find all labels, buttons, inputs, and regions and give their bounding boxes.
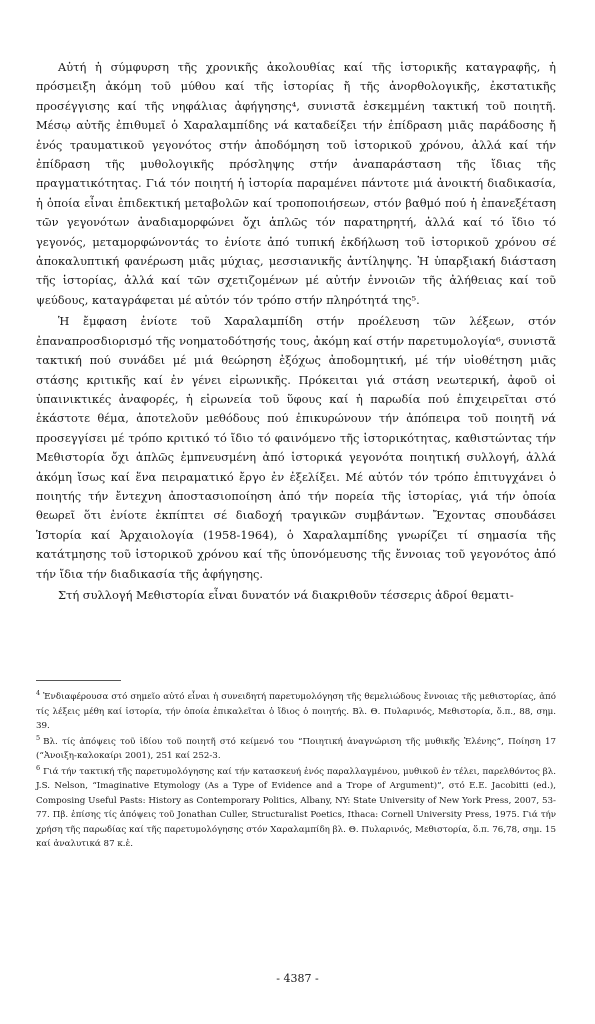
footnote-marker: 6 xyxy=(36,763,41,772)
footnote-divider xyxy=(36,680,121,681)
footnote-text: Βλ. τίς ἀπόψεις τοῦ ἰδίου τοῦ ποιητῆ στό κείμενό του “Ποιητική ἀναγνώριση τῆς μυθικῆς Ἑλένης”, Ποίηση 17 (“Ἀνοιξη-καλοκαίρι 2001), 251 καί 252-3. xyxy=(36,736,556,761)
paragraph-2: Ἡ ἔμφαση ἐνίοτε τοῦ Χαραλαμπίδη στήν προέλευση τῶν λέξεων, στόν ἐπαναπροσδιορισμό τῆς νοηματοδότησής τους, ἀκόμη καί στήν παρετυμολογία⁶, συνιστᾶ τακτική πού συνάδει μέ μιά θεώρηση ἐξόχως ἀποδομητική, μέ τήν υἱοθέτηση μιᾶς στάσης κριτικῆς καί ἐν γένει εἰρωνικῆς. Πρόκειται γιά στάση νεωτερική, ἀφοῦ οἱ ὑπαινικτικές ἀναφορές, ἡ εἰρωνεία τοῦ ὕφους καί ἡ παρωδία πού ἐπιχειρεῖται στό ἑκάστοτε θέμα, ἀποτελοῦν μεθόδους πού ἐπικυρώνουν τήν ἀπόπειρα τοῦ ποιητῆ νά προσεγγίσει μέ τρόπο κριτικό τό ἴδιο τό φαινόμενο τῆς ἱστορικότητας, καθιστώντας τήν Μεθιστορία ὄχι ἁπλῶς ἐμπνευσμένη ἀπό ἱστορικά γεγονότα ποιητική συλλογή, ἀλλά ἀκόμη ἴσως καί ἕνα πειραματικό ἔργο ἐν ἐξελίξει. Μέ αὐτόν τόν τρόπο ἐπιτυγχάνει ὁ ποιητής τήν ἔντεχνη ἀποστασιοποίηση ἀπό τήν πορεία τῆς ἱστορίας, γιά τήν ὁποία θεωρεῖ ὅτι ἐνίοτε ἐκπίπτει σέ διαδοχή τραγικῶν συμβάντων. Ἔχοντας σπουδάσει Ἱστορία καί Ἀρχαιολογία (1958-1964), ὁ Χαραλαμπίδης γνωρίζει τί σημασία τῆς κατάτμησης τοῦ ἱστορικοῦ χρόνου καί τῆς ὑπονόμευσης τῆς ἔννοιας τοῦ γεγονότος ἀπό τήν ἴδια τήν διαδικασία τῆς ἀφήγησης. xyxy=(36,314,556,581)
paragraph-1: Αὐτή ἡ σύμφυρση τῆς χρονικῆς ἀκολουθίας καί τῆς ἱστορικῆς καταγραφῆς, ἡ πρόσμειξη ἀκόμη τοῦ μύθου καί τῆς ἱστορίας ἤ τῆς ἀνορθολογικῆς, ἐκστατικῆς προσέγγισης καί τῆς νηφάλιας ἀφήγησης⁴, συνιστᾶ ἐσκεμμένη τακτική τοῦ ποιητῆ. Μέσῳ αὐτῆς ἐπιθυμεῖ ὁ Χαραλαμπίδης νά καταδείξει τήν ἐπίδραση μιᾶς παράδοσης ἤ ἑνός τραυματικοῦ γεγονότος στήν ἀποδόμηση τοῦ ἱστορικοῦ χρόνου, ἀλλά καί τήν ἐπίδραση τῆς μυθολογικῆς πρόσληψης στήν ἀναπαράσταση τῆς ἴδιας τῆς πραγματικότητας. Γιά τόν ποιητή ἡ ἱστορία παραμένει πάντοτε μιά ἀνοικτή διαδικασία, ἡ ὁποία εἶναι ἐπιδεκτική μεταβολῶν καί τροποποιήσεων, στόν βαθμό πού ἡ ἐπανεξέταση τῶν γεγονότων ἀναδιαμορφώνει ὄχι ἁπλῶς τόν παρατηρητή, ἀλλά καί τό ἴδιο τό γεγονός, μεταμορφώνοντάς το ἐνίοτε ἀπό τυπική ἐκδήλωση τοῦ ἱστορικοῦ χρόνου σέ ἀποκαλυπτική φανέρωση μιᾶς μύχιας, μεσσιανικῆς ἀντίληψης. Ἡ ὑπαρξιακή διάσταση τῆς ἱστορίας, ἀλλά καί τῶν σχετιζομένων μέ αὐτήν ἐννοιῶν τῆς ἀλήθειας καί τοῦ ψεύδους, καταγράφεται μέ αὐτόν τόν τρόπο στήν πληρότητά της⁵. xyxy=(36,60,556,307)
footnote-4 xyxy=(36,690,556,734)
footnote-5 xyxy=(36,735,556,764)
footnote-marker: 5 xyxy=(36,733,41,742)
paragraph-3: Στή συλλογή Μεθιστορία εἶναι δυνατόν νά διακριθοῦν τέσσερις ἁδροί θεματι- xyxy=(58,587,514,602)
footnote-marker: 4 xyxy=(36,689,41,698)
body-text xyxy=(36,58,556,605)
page-number: - 4387 - xyxy=(276,972,319,985)
footnote-text: Ἐνδιαφέρουσα στό σημεῖο αὐτό εἶναι ἡ συνειδητή παρετυμολόγηση τῆς θεμελιώδους ἔννοιας τῆς μεθιστορίας, ἀπό τίς λέξεις μέθη καί ἱστορία, τήν ὁποία ἐπικαλεῖται ὁ ἴδιος ὁ ποιητής. Βλ. Θ. Πυλαρινός, Μεθιστορία, ὅ.π., 88, σημ. 39. xyxy=(36,692,556,731)
footnotes xyxy=(36,690,556,853)
footnote-6 xyxy=(36,765,556,852)
footnote-text: Γιά τήν τακτική τῆς παρετυμολόγησης καί τήν κατασκευή ἑνός παραλλαγμένου, μυθικοῦ ἐν τέλει, παρελθόντος βλ. J.S. Nelson, “Imaginative Etymology (As a Type of Evidence and a Trope of Argument)”, στό E.E. Jacobitti (ed.), Composing Useful Pasts: History as Contemporary Politics, Albany, NY: State University of New York Press, 2007, 53-77. Πβ. ἐπίσης τίς ἀπόψεις τοῦ Jonathan Culler, Structuralist Poetics, Ithaca: Cornell University Press, 1975. Γιά τήν χρήση τῆς παρωδίας καί τῆς παρετυμολόγησης στόν Χαραλαμπίδη βλ. Θ. Πυλαρινός, Μεθιστορία, ὅ.π. 76,78, σημ. 15 καί ἀναλυτικά 87 κ.ἑ. xyxy=(36,766,556,849)
